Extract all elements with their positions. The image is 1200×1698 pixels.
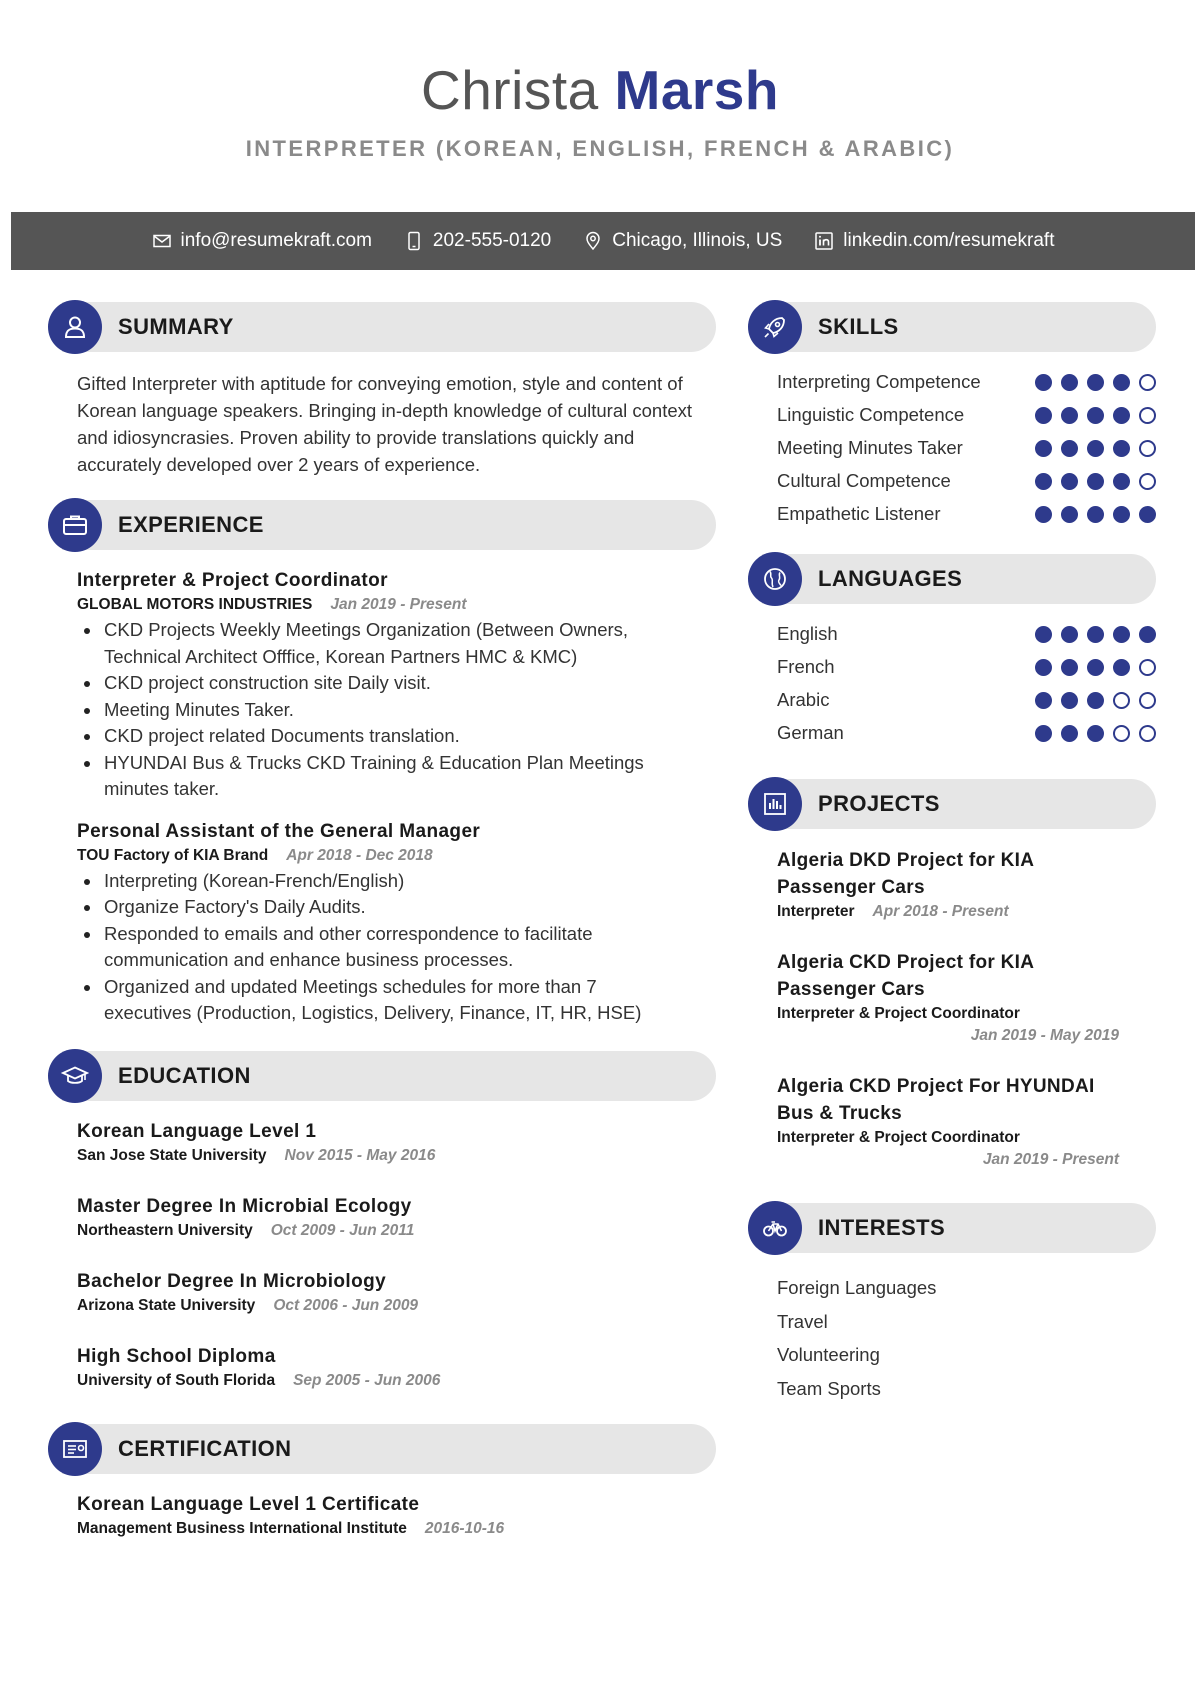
- rating-dot-filled: [1113, 440, 1130, 457]
- bullet-item: Interpreting (Korean-French/English): [77, 868, 687, 895]
- rating-dot-filled: [1035, 725, 1052, 742]
- rating-dot-empty: [1113, 692, 1130, 709]
- left-column: [48, 300, 716, 1567]
- briefcase-icon: [48, 498, 102, 552]
- rating-dot-filled: [1087, 725, 1104, 742]
- project-title: Algeria CKD Project For HYUNDAI Bus & Trucks: [777, 1076, 1095, 1124]
- user-icon: [48, 300, 102, 354]
- rating-dot-filled: [1113, 407, 1130, 424]
- rating-dot-filled: [1087, 692, 1104, 709]
- location-text: Chicago, Illinois, US: [612, 230, 783, 251]
- experience-title: Interpreter & Project Coordinator: [77, 570, 388, 591]
- education-title: Master Degree In Microbial Ecology: [77, 1195, 412, 1217]
- project-item: [777, 847, 1156, 923]
- rating-dot-filled: [1061, 692, 1078, 709]
- language-row: [777, 655, 1156, 679]
- language-label: French: [777, 656, 835, 677]
- experience-section-header: [48, 498, 716, 552]
- email-text: info@resumekraft.com: [180, 230, 372, 251]
- education-title: Korean Language Level 1: [77, 1120, 317, 1142]
- map-pin-icon: [583, 231, 603, 251]
- skill-rating: [1035, 502, 1156, 523]
- project-role: Interpreter & Project Coordinator: [777, 1005, 1020, 1022]
- rating-dot-empty: [1139, 659, 1156, 676]
- language-rating: [1035, 688, 1156, 709]
- project-item: [777, 1073, 1156, 1171]
- certification-date: 2016-10-16: [424, 1519, 505, 1537]
- language-rating: [1035, 721, 1156, 742]
- skills-heading: SKILLS: [818, 314, 899, 339]
- bullet-item: CKD Projects Weekly Meetings Organization (Between Owners, Technical Architect Offfice, Korean Partners HMC & KMC): [77, 617, 687, 670]
- language-row: [777, 622, 1156, 646]
- rating-dot-filled: [1035, 440, 1052, 457]
- certificate-icon: [48, 1422, 102, 1476]
- rating-dot-empty: [1139, 374, 1156, 391]
- interest-item: Foreign Languages: [777, 1277, 937, 1298]
- last-name: Marsh: [614, 59, 779, 121]
- experience-item: [77, 568, 716, 803]
- certification-item: [77, 1492, 716, 1540]
- project-item: [777, 949, 1156, 1047]
- experience-date: Jan 2019 - Present: [330, 596, 467, 613]
- experience-date: Apr 2018 - Dec 2018: [286, 846, 433, 864]
- education-date: Oct 2009 - Jun 2011: [270, 1221, 415, 1239]
- certification-issuer: Management Business International Institute: [77, 1519, 407, 1537]
- project-role: Interpreter: [777, 903, 855, 920]
- contact-location: [583, 230, 782, 252]
- skills-section-header: [748, 300, 1156, 354]
- rating-dot-filled: [1035, 374, 1052, 391]
- contact-bar: [11, 212, 1195, 270]
- education-item: [77, 1119, 716, 1167]
- rating-dot-filled: [1087, 506, 1104, 523]
- language-row: [777, 688, 1156, 712]
- rating-dot-empty: [1139, 473, 1156, 490]
- rating-dot-filled: [1061, 506, 1078, 523]
- skill-row: [777, 403, 1156, 427]
- education-section-header: [48, 1049, 716, 1103]
- rating-dot-filled: [1113, 659, 1130, 676]
- education-item: [77, 1194, 716, 1242]
- project-title: Algeria DKD Project for KIA Passenger Cars: [777, 850, 1034, 898]
- phone-icon: [404, 231, 424, 251]
- rating-dot-filled: [1035, 692, 1052, 709]
- language-row: [777, 721, 1156, 745]
- experience-title: Personal Assistant of the General Manager: [77, 820, 481, 842]
- education-item: [77, 1344, 716, 1392]
- language-rating: [1035, 622, 1156, 643]
- bullet-item: HYUNDAI Bus & Trucks CKD Training & Education Plan Meetings minutes taker.: [77, 750, 687, 803]
- experience-bullets: [77, 868, 716, 1027]
- rating-dot-filled: [1061, 473, 1078, 490]
- graduation-cap-icon: [48, 1049, 102, 1103]
- contact-phone[interactable]: [404, 230, 551, 252]
- rating-dot-filled: [1139, 506, 1156, 523]
- skills-list: [748, 370, 1156, 526]
- languages-list: [748, 622, 1156, 745]
- rating-dot-empty: [1139, 407, 1156, 424]
- skill-label: Cultural Competence: [777, 470, 951, 491]
- education-date: Oct 2006 - Jun 2009: [273, 1296, 419, 1314]
- project-date: Jan 2019 - May 2019: [970, 1027, 1119, 1044]
- summary-section-header: [48, 300, 716, 354]
- linkedin-icon: [814, 231, 834, 251]
- skill-label: Interpreting Competence: [777, 371, 981, 392]
- linkedin-text: linkedin.com/resumekraft: [843, 230, 1055, 251]
- rating-dot-filled: [1087, 440, 1104, 457]
- first-name: Christa: [421, 59, 599, 121]
- interests-heading: INTERESTS: [818, 1215, 946, 1240]
- languages-section-header: [748, 552, 1156, 606]
- education-title: Bachelor Degree In Microbiology: [77, 1270, 387, 1292]
- resume-header: [0, 58, 1200, 162]
- skill-row: [777, 370, 1156, 394]
- education-title: High School Diploma: [77, 1345, 276, 1367]
- interests-list: [748, 1271, 1156, 1405]
- bullet-item: CKD project construction site Daily visit.: [77, 670, 687, 697]
- language-rating: [1035, 655, 1156, 676]
- certification-heading: CERTIFICATION: [118, 1435, 292, 1461]
- interest-item: Team Sports: [777, 1377, 881, 1399]
- education-date: Nov 2015 - May 2016: [284, 1146, 436, 1164]
- projects-heading: PROJECTS: [818, 791, 940, 816]
- experience-org: GLOBAL MOTORS INDUSTRIES: [77, 596, 313, 613]
- skill-rating: [1035, 469, 1156, 490]
- rating-dot-filled: [1087, 659, 1104, 676]
- bullet-item: CKD project related Documents translation.: [77, 723, 687, 750]
- education-school: University of South Florida: [77, 1371, 276, 1389]
- rating-dot-filled: [1035, 407, 1052, 424]
- rating-dot-filled: [1087, 626, 1104, 643]
- rating-dot-filled: [1113, 374, 1130, 391]
- bicycle-icon: [748, 1201, 802, 1255]
- experience-meta: [77, 594, 716, 616]
- skill-row: [777, 502, 1156, 526]
- language-label: English: [777, 623, 838, 644]
- interest-item: Travel: [777, 1310, 828, 1332]
- project-date: Jan 2019 - Present: [982, 1151, 1119, 1168]
- contact-linkedin[interactable]: [814, 230, 1054, 252]
- skill-label: Linguistic Competence: [777, 404, 965, 425]
- rating-dot-filled: [1061, 659, 1078, 676]
- language-label: German: [777, 722, 844, 743]
- summary-heading: SUMMARY: [118, 314, 234, 339]
- candidate-name: [0, 58, 1200, 122]
- rating-dot-filled: [1035, 473, 1052, 490]
- rating-dot-filled: [1113, 473, 1130, 490]
- bar-chart-icon: [748, 777, 802, 831]
- language-label: Arabic: [777, 689, 830, 710]
- education-heading: EDUCATION: [118, 1062, 251, 1088]
- rating-dot-empty: [1139, 692, 1156, 709]
- skill-row: [777, 469, 1156, 493]
- rating-dot-filled: [1061, 407, 1078, 424]
- skill-label: Meeting Minutes Taker: [777, 437, 963, 458]
- rating-dot-filled: [1113, 626, 1130, 643]
- rating-dot-filled: [1061, 440, 1078, 457]
- rating-dot-filled: [1139, 626, 1156, 643]
- rating-dot-filled: [1061, 725, 1078, 742]
- rating-dot-filled: [1061, 626, 1078, 643]
- rocket-icon: [748, 300, 802, 354]
- rating-dot-empty: [1139, 725, 1156, 742]
- contact-email[interactable]: [152, 230, 372, 252]
- rating-dot-filled: [1035, 659, 1052, 676]
- experience-item: [77, 819, 716, 1027]
- languages-heading: LANGUAGES: [818, 566, 963, 591]
- skill-rating: [1035, 436, 1156, 457]
- bullet-item: Meeting Minutes Taker.: [77, 697, 687, 724]
- education-school: San Jose State University: [77, 1146, 267, 1164]
- project-date: Apr 2018 - Present: [872, 903, 1009, 920]
- job-title: INTERPRETER (KOREAN, ENGLISH, FRENCH & ARABIC): [245, 136, 955, 161]
- bullet-item: Organized and updated Meetings schedules for more than 7 executives (Production, Logistics, Delivery, Finance, IT, HR, HSE): [77, 974, 687, 1027]
- rating-dot-filled: [1113, 506, 1130, 523]
- project-role: Interpreter & Project Coordinator: [777, 1129, 1020, 1146]
- bullet-item: Responded to emails and other correspondence to facilitate communication and enhance business processes.: [77, 921, 687, 974]
- certification-title: Korean Language Level 1 Certificate: [77, 1493, 420, 1515]
- education-school: Northeastern University: [77, 1221, 253, 1239]
- skill-rating: [1035, 403, 1156, 424]
- skill-label: Empathetic Listener: [777, 503, 941, 524]
- rating-dot-empty: [1139, 440, 1156, 457]
- interest-item: Volunteering: [777, 1344, 880, 1365]
- experience-heading: EXPERIENCE: [118, 512, 264, 537]
- envelope-icon: [152, 231, 172, 251]
- interests-section-header: [748, 1201, 1156, 1255]
- certification-section-header: [48, 1422, 716, 1476]
- experience-org: TOU Factory of KIA Brand: [77, 846, 269, 864]
- skill-rating: [1035, 370, 1156, 391]
- rating-dot-filled: [1061, 374, 1078, 391]
- rating-dot-filled: [1087, 473, 1104, 490]
- summary-text: Gifted Interpreter with aptitude for conveying emotion, style and content of Korean language speakers. Bringing in-depth knowledge of cultural context and idiosyncrasies. Proven ability to provide translations quickly and accurately developed over 2 years of experience.: [77, 373, 693, 475]
- rating-dot-filled: [1035, 506, 1052, 523]
- rating-dot-empty: [1113, 725, 1130, 742]
- right-column: [748, 300, 1156, 1405]
- education-date: Sep 2005 - Jun 2006: [293, 1371, 441, 1389]
- rating-dot-filled: [1087, 407, 1104, 424]
- experience-meta: [77, 845, 716, 867]
- project-title: Algeria CKD Project for KIA Passenger Cars: [777, 952, 1034, 1000]
- projects-section-header: [748, 777, 1156, 831]
- experience-bullets: [77, 617, 716, 803]
- rating-dot-filled: [1035, 626, 1052, 643]
- rating-dot-filled: [1087, 374, 1104, 391]
- globe-icon: [748, 552, 802, 606]
- education-school: Arizona State University: [77, 1296, 256, 1314]
- phone-text: 202-555-0120: [432, 230, 552, 251]
- skill-row: [777, 436, 1156, 460]
- bullet-item: Organize Factory's Daily Audits.: [77, 894, 687, 921]
- education-item: [77, 1269, 716, 1317]
